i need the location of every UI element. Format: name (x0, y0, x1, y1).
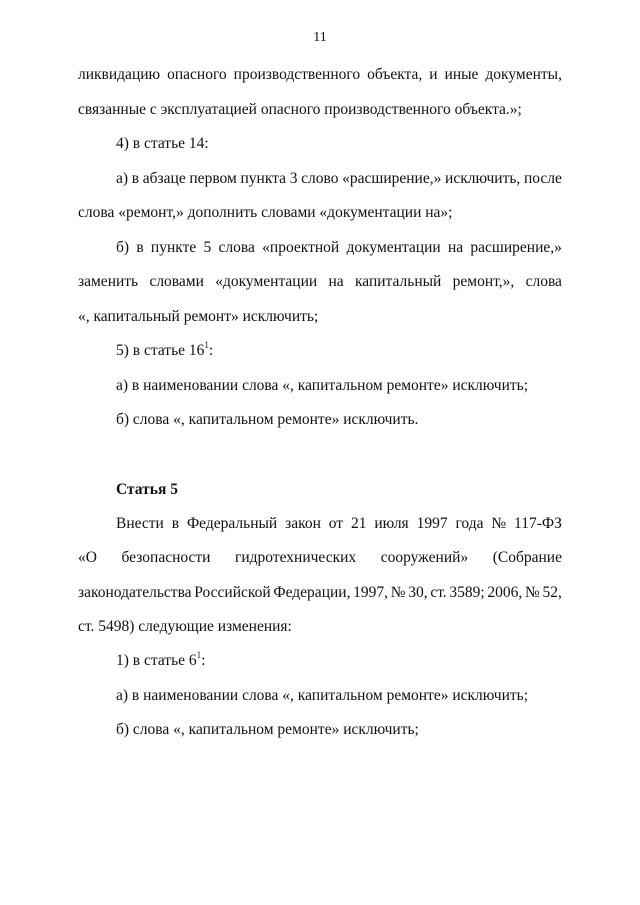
word: заменить (78, 273, 139, 290)
list-item-tail: : (201, 652, 206, 669)
word: безопасности (121, 549, 211, 566)
word: «документации (215, 273, 318, 290)
word: 3 (289, 170, 298, 187)
word: слово (301, 170, 339, 187)
word: ликвидацию (78, 66, 161, 83)
word: законодательства (78, 584, 192, 601)
word: ремонт,», (452, 273, 515, 290)
word: в (131, 170, 140, 187)
word: закон (285, 515, 321, 532)
superscript: 1 (204, 340, 209, 350)
list-item-tail: : (208, 342, 214, 359)
word: Российской (194, 584, 271, 601)
list-item: 4) в статье 14: (116, 135, 209, 152)
paragraph-line (116, 170, 562, 188)
word: б) (116, 239, 130, 256)
word: гидротехнических (235, 549, 357, 566)
paragraph-line: слова «ремонт,» дополнить словами «документации на»; (78, 204, 453, 221)
word: «проектной (262, 239, 340, 256)
paragraph-line: б) слова «, капитальном ремонте» исключить. (116, 411, 419, 428)
word: пункта (240, 170, 286, 187)
paragraph-line: связанные с эксплуатацией опасного производственного объекта.»; (78, 101, 522, 118)
word: Федерации, (273, 584, 351, 601)
word: 1997, (353, 584, 389, 601)
word: «О (78, 549, 97, 566)
word: Федеральный (186, 515, 278, 532)
word: словами (149, 273, 204, 290)
word: «расширение,» (342, 170, 442, 187)
word: Внести (116, 515, 164, 532)
word: и (429, 66, 438, 83)
word: июля (374, 515, 409, 532)
word: 21 (350, 515, 367, 532)
paragraph-line: «, капитальный ремонт» исключить; (78, 308, 319, 325)
paragraph-line (116, 515, 562, 533)
word: 30, (408, 584, 428, 601)
word: первом (189, 170, 237, 187)
word: от (328, 515, 344, 532)
word: слова (218, 239, 255, 256)
paragraph-line: а) в наименовании слова «, капитальном ремонте» исключить; (116, 687, 529, 704)
article-heading: Статья 5 (116, 481, 178, 498)
word: документации (346, 239, 441, 256)
word: расширение,» (470, 239, 562, 256)
word: производственного (233, 66, 361, 83)
paragraph-line (78, 549, 562, 567)
word: на (328, 273, 344, 290)
word: после (523, 170, 562, 187)
word: иные (444, 66, 479, 83)
word: объекта, (367, 66, 423, 83)
list-item (116, 342, 213, 360)
word: 1997 (416, 515, 448, 532)
page-number: 11 (313, 30, 327, 45)
list-item (116, 652, 205, 670)
word: документы, (485, 66, 562, 83)
word: 52, (542, 584, 562, 601)
paragraph-line (78, 273, 562, 291)
word: 5 (203, 239, 212, 256)
paragraph-line (78, 66, 562, 84)
word: пункте (150, 239, 197, 256)
word: опасного (167, 66, 227, 83)
word: № (524, 584, 540, 601)
word: (Собрание (492, 549, 562, 566)
paragraph-line (116, 239, 562, 257)
word: ст. (430, 584, 447, 601)
word: № (390, 584, 406, 601)
paragraph-line: б) слова «, капитальном ремонте» исключить; (116, 721, 419, 738)
word: в (171, 515, 180, 532)
word: слова (525, 273, 562, 290)
word: а) (116, 170, 129, 187)
list-item-text: 1) в статье 6 (116, 652, 197, 669)
list-item-text: 5) в статье 16 (116, 342, 205, 359)
word: № (491, 515, 507, 532)
paragraph-line: ст. 5498) следующие изменения: (78, 618, 292, 635)
word: в (136, 239, 144, 256)
superscript: 1 (196, 650, 202, 660)
word: сооружений» (380, 549, 469, 566)
word: капитальный (355, 273, 442, 290)
word: года (455, 515, 484, 532)
word: исключить, (445, 170, 521, 187)
word: 2006, (487, 584, 523, 601)
word: абзаце (142, 170, 186, 187)
word: 117-ФЗ (514, 515, 562, 532)
paragraph-line: а) в наименовании слова «, капитальном ремонте» исключить; (116, 377, 529, 394)
paragraph-line (78, 584, 562, 602)
word: 3589; (449, 584, 485, 601)
word: на (447, 239, 464, 256)
